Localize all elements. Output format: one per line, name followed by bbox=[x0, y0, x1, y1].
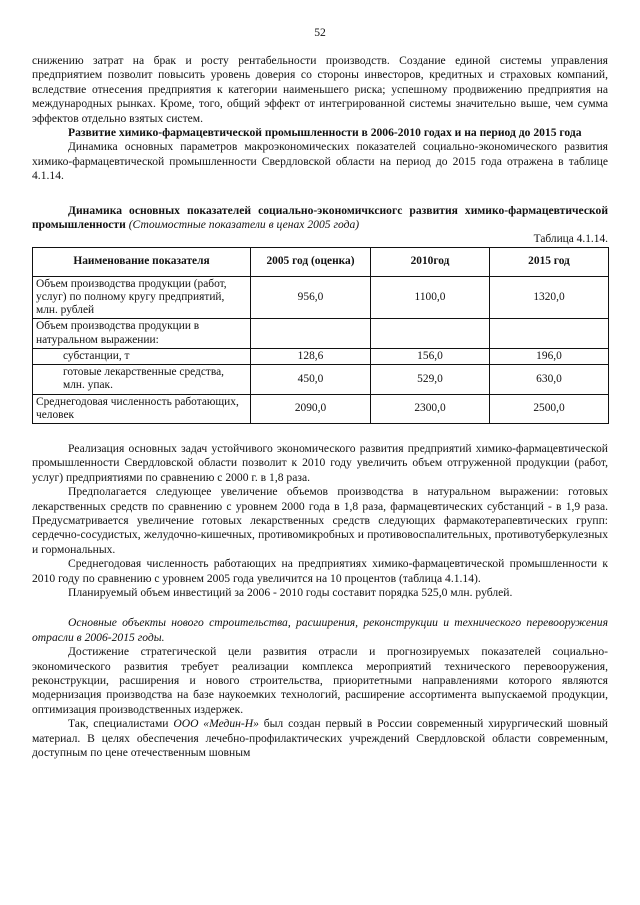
row-value-2010 bbox=[371, 319, 490, 348]
row-value-2005: 450,0 bbox=[251, 365, 371, 394]
header-indicator-name: Наименование показателя bbox=[33, 247, 251, 276]
heading-chemical-pharma-development: Развитие химико-фармацевтической промышленности в 2006-2010 годах и на период до 2015 года bbox=[68, 126, 582, 140]
table-row bbox=[33, 365, 609, 394]
table-caption-note: (Стоимостные показатели в ценах 2005 года) bbox=[128, 218, 360, 232]
row-value-2005: 2090,0 bbox=[251, 394, 371, 423]
indicators-table bbox=[32, 247, 609, 424]
spacer bbox=[32, 424, 608, 442]
row-name: готовые лекарственные средства, млн. упак. bbox=[33, 365, 251, 394]
table-number: Таблица 4.1.14. bbox=[533, 233, 608, 246]
spacer bbox=[32, 184, 608, 204]
table-caption bbox=[32, 204, 608, 233]
paragraph-medin-start: Так, специалистами bbox=[68, 717, 174, 731]
header-2005: 2005 год (оценка) bbox=[251, 247, 371, 276]
row-name: Среднегодовая численность работающих, человек bbox=[33, 394, 251, 423]
row-name: Объем производства продукции (работ, услуг) по полному кругу предприятий, млн. рублей bbox=[33, 276, 251, 319]
table-row bbox=[33, 348, 609, 364]
row-value-2015: 1320,0 bbox=[490, 276, 609, 319]
row-value-2015: 2500,0 bbox=[490, 394, 609, 423]
row-value-2010: 529,0 bbox=[371, 365, 490, 394]
header-2010: 2010год bbox=[371, 247, 490, 276]
table-caption-title: Динамика основных показателей социально-экономичксиогс развития химико-фармацевтической промышленности bbox=[32, 203, 608, 232]
row-value-2015: 630,0 bbox=[490, 365, 609, 394]
table-row bbox=[33, 276, 609, 319]
header-2015: 2015 год bbox=[490, 247, 609, 276]
row-name: субстанции, т bbox=[33, 348, 251, 364]
row-value-2005: 128,6 bbox=[251, 348, 371, 364]
table-header-row bbox=[33, 247, 609, 276]
row-value-2010: 2300,0 bbox=[371, 394, 490, 423]
paragraph-medin-end: был создан первый в России современный хирургический шовный материал. В целях обеспечения лечебно-профилактических учреждений Свердловской области современным, доступным по цене отечественным шовным bbox=[32, 717, 609, 760]
paragraph-realization: Реализация основных задач устойчивого экономического развития предприятий химико-фармацевтической промышленности Свердловской области позволит к 2010 году увеличить объем отгруженной продукции (работ, услуг) предприятиями по сравнению с 2000 г. в 1,8 раза. bbox=[32, 441, 608, 484]
row-value-2015 bbox=[490, 319, 609, 348]
row-value-2005 bbox=[251, 319, 371, 348]
company-name-medin: ООО «Медин-Н» bbox=[173, 717, 259, 731]
paragraph-medin bbox=[32, 717, 608, 760]
page-body bbox=[32, 54, 608, 760]
row-value-2015: 196,0 bbox=[490, 348, 609, 364]
paragraph-intro: снижению затрат на брак и росту рентабельности производств. Создание единой системы управления предприятием позволит повысить уровень доверия со стороны инвесторов, кредитных и страховых компаний, вследствие отнесения предприятия к категории наименьшего риска; успешному продвижению предприятия на международных рынках. Кроме, того, общий эффект от интегрированной системы значительно выше, чем сумма эффектов отдельно взятых систем. bbox=[32, 54, 608, 125]
row-value-2010: 156,0 bbox=[371, 348, 490, 364]
heading-main-objects: Основные объекты нового строительства, расширения, реконструкции и технического перевооружения отрасли в 2006-2015 годы. bbox=[32, 616, 608, 644]
row-value-2005: 956,0 bbox=[251, 276, 371, 319]
paragraph-increase: Предполагается следующее увеличение объемов производства в натуральном выражении: готовых лекарственных средств по сравнению с уровнем 2000 года в 1,8 раза, фармацевтических субстанций - в 1,9 раза. Предусматривается увеличение готовых лекарственных средств следующих фармакотерапевтических групп: сердечно-сосудистых, желудочно-кишечных, противомикробных и противовоспалительных, противотуберкулезных и гормональных. bbox=[32, 485, 608, 556]
page-number: 52 bbox=[314, 26, 326, 39]
paragraph-goal: Достижение стратегической цели развития отрасли и прогнозируемых показателей социально-экономического развития требует реализации комплекса мероприятий технического перевооружения, реконструкции, расширения и нового строительства, приоритетными направлениями которого являются модернизация производства на базе наукоемких технологий, расширение ассортимента выпускаемой продукции, оптимизация производственных издержек. bbox=[32, 645, 608, 716]
table-row bbox=[33, 319, 609, 348]
paragraph-investments: Планируемый объем инвестиций за 2006 - 2010 годы составит порядка 525,0 млн. рублей. bbox=[68, 585, 513, 599]
row-value-2010: 1100,0 bbox=[371, 276, 490, 319]
spacer bbox=[32, 600, 608, 616]
table-row bbox=[33, 394, 609, 423]
paragraph-dynamics: Динамика основных параметров макроэкономических показателей социально-экономического развития химико-фармацевтической промышленности Свердловской области на период до 2015 года отражена в таблице 4.1.14. bbox=[32, 140, 608, 183]
row-name: Объем производства продукции в натуральном выражении: bbox=[33, 319, 251, 348]
paragraph-employees: Среднегодовая численность работающих на предприятиях химико-фармацевтической промышленности к 2010 году по сравнению с уровнем 2005 года увеличится на 10 процентов (таблица 4.1.14). bbox=[32, 557, 608, 585]
